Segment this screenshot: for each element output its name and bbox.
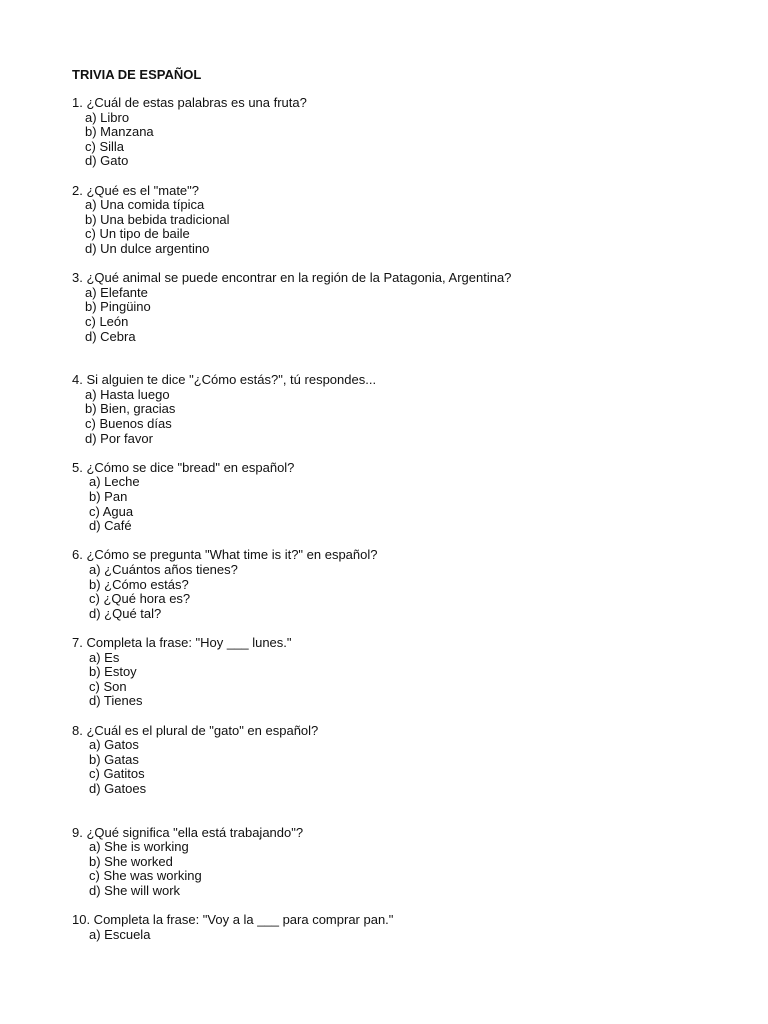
option-b: b) Gatas [89,751,139,767]
option-a: a) Escuela [89,926,151,942]
question-item [72,461,732,534]
question-text: 3. ¿Qué animal se puede encontrar en la región de la Patagonia, Argentina? [72,270,512,286]
option-d: d) Un dulce argentino [85,240,210,256]
document-title: TRIVIA DE ESPAÑOL [72,67,202,82]
option-c: c) ¿Qué hora es? [89,591,191,607]
option-b: b) Pingüino [85,299,151,315]
question-item [72,724,732,797]
question-item [72,373,732,446]
question-item [72,184,732,257]
question-list [72,96,732,942]
option-b: b) Pan [89,489,128,505]
option-list [72,651,732,709]
option-list [72,475,732,533]
question-text: 9. ¿Qué significa "ella está trabajando"? [72,824,304,840]
option-b: b) Una bebida tradicional [85,211,230,227]
option-d: d) Café [89,518,132,534]
option-c: c) Buenos días [85,416,172,432]
option-b: b) Bien, gracias [85,401,176,417]
question-item [72,636,732,709]
option-b: b) Estoy [89,664,137,680]
option-list [72,738,732,796]
option-list [72,840,732,898]
option-c: c) Son [89,678,127,694]
question-text: 8. ¿Cuál es el plural de "gato" en español? [72,722,319,738]
option-d: d) Gato [85,153,129,169]
question-text: 4. Si alguien te dice "¿Cómo estás?", tú respondes... [72,372,377,388]
question-item [72,913,732,942]
option-d: d) Gatoes [89,780,147,796]
option-list [72,198,732,256]
option-d: d) Tienes [89,693,143,709]
option-a: a) Es [89,649,120,665]
option-a: a) Elefante [85,284,148,300]
option-c: c) Gatitos [89,766,145,782]
option-a: a) Gatos [89,737,139,753]
option-b: b) Manzana [85,124,154,140]
question-item [72,548,732,621]
option-a: a) Libro [85,109,130,125]
option-list [72,928,732,943]
document-page [72,66,732,942]
question-item [72,271,732,344]
question-text: 6. ¿Cómo se pregunta "What time is it?" en español? [72,547,378,563]
question-text: 2. ¿Qué es el "mate"? [72,182,200,198]
question-text: 5. ¿Cómo se dice "bread" en español? [72,459,295,475]
option-a: a) Hasta luego [85,386,170,402]
option-list [72,286,732,344]
option-d: d) She will work [89,883,181,899]
option-a: a) Leche [89,474,140,490]
question-item [72,96,732,169]
option-a: a) Una comida típica [85,197,205,213]
option-d: d) Cebra [85,328,136,344]
option-a: a) She is working [89,839,189,855]
option-b: b) She worked [89,853,173,869]
option-d: d) ¿Qué tal? [89,605,162,621]
question-item [72,826,732,899]
question-text: 7. Completa la frase: "Hoy ___ lunes." [72,634,292,650]
option-c: c) León [85,313,129,329]
option-list [72,111,732,169]
option-c: c) Silla [85,138,125,154]
option-c: c) She was working [89,868,202,884]
option-c: c) Agua [89,503,134,519]
option-c: c) Un tipo de baile [85,226,190,242]
question-text: 1. ¿Cuál de estas palabras es una fruta? [72,95,307,110]
option-d: d) Por favor [85,430,153,446]
option-a: a) ¿Cuántos años tienes? [89,562,238,577]
option-b: b) ¿Cómo estás? [89,576,189,592]
option-list [72,388,732,446]
question-text: 10. Completa la frase: "Voy a la ___ para comprar pan." [72,912,394,928]
option-list [72,563,732,621]
